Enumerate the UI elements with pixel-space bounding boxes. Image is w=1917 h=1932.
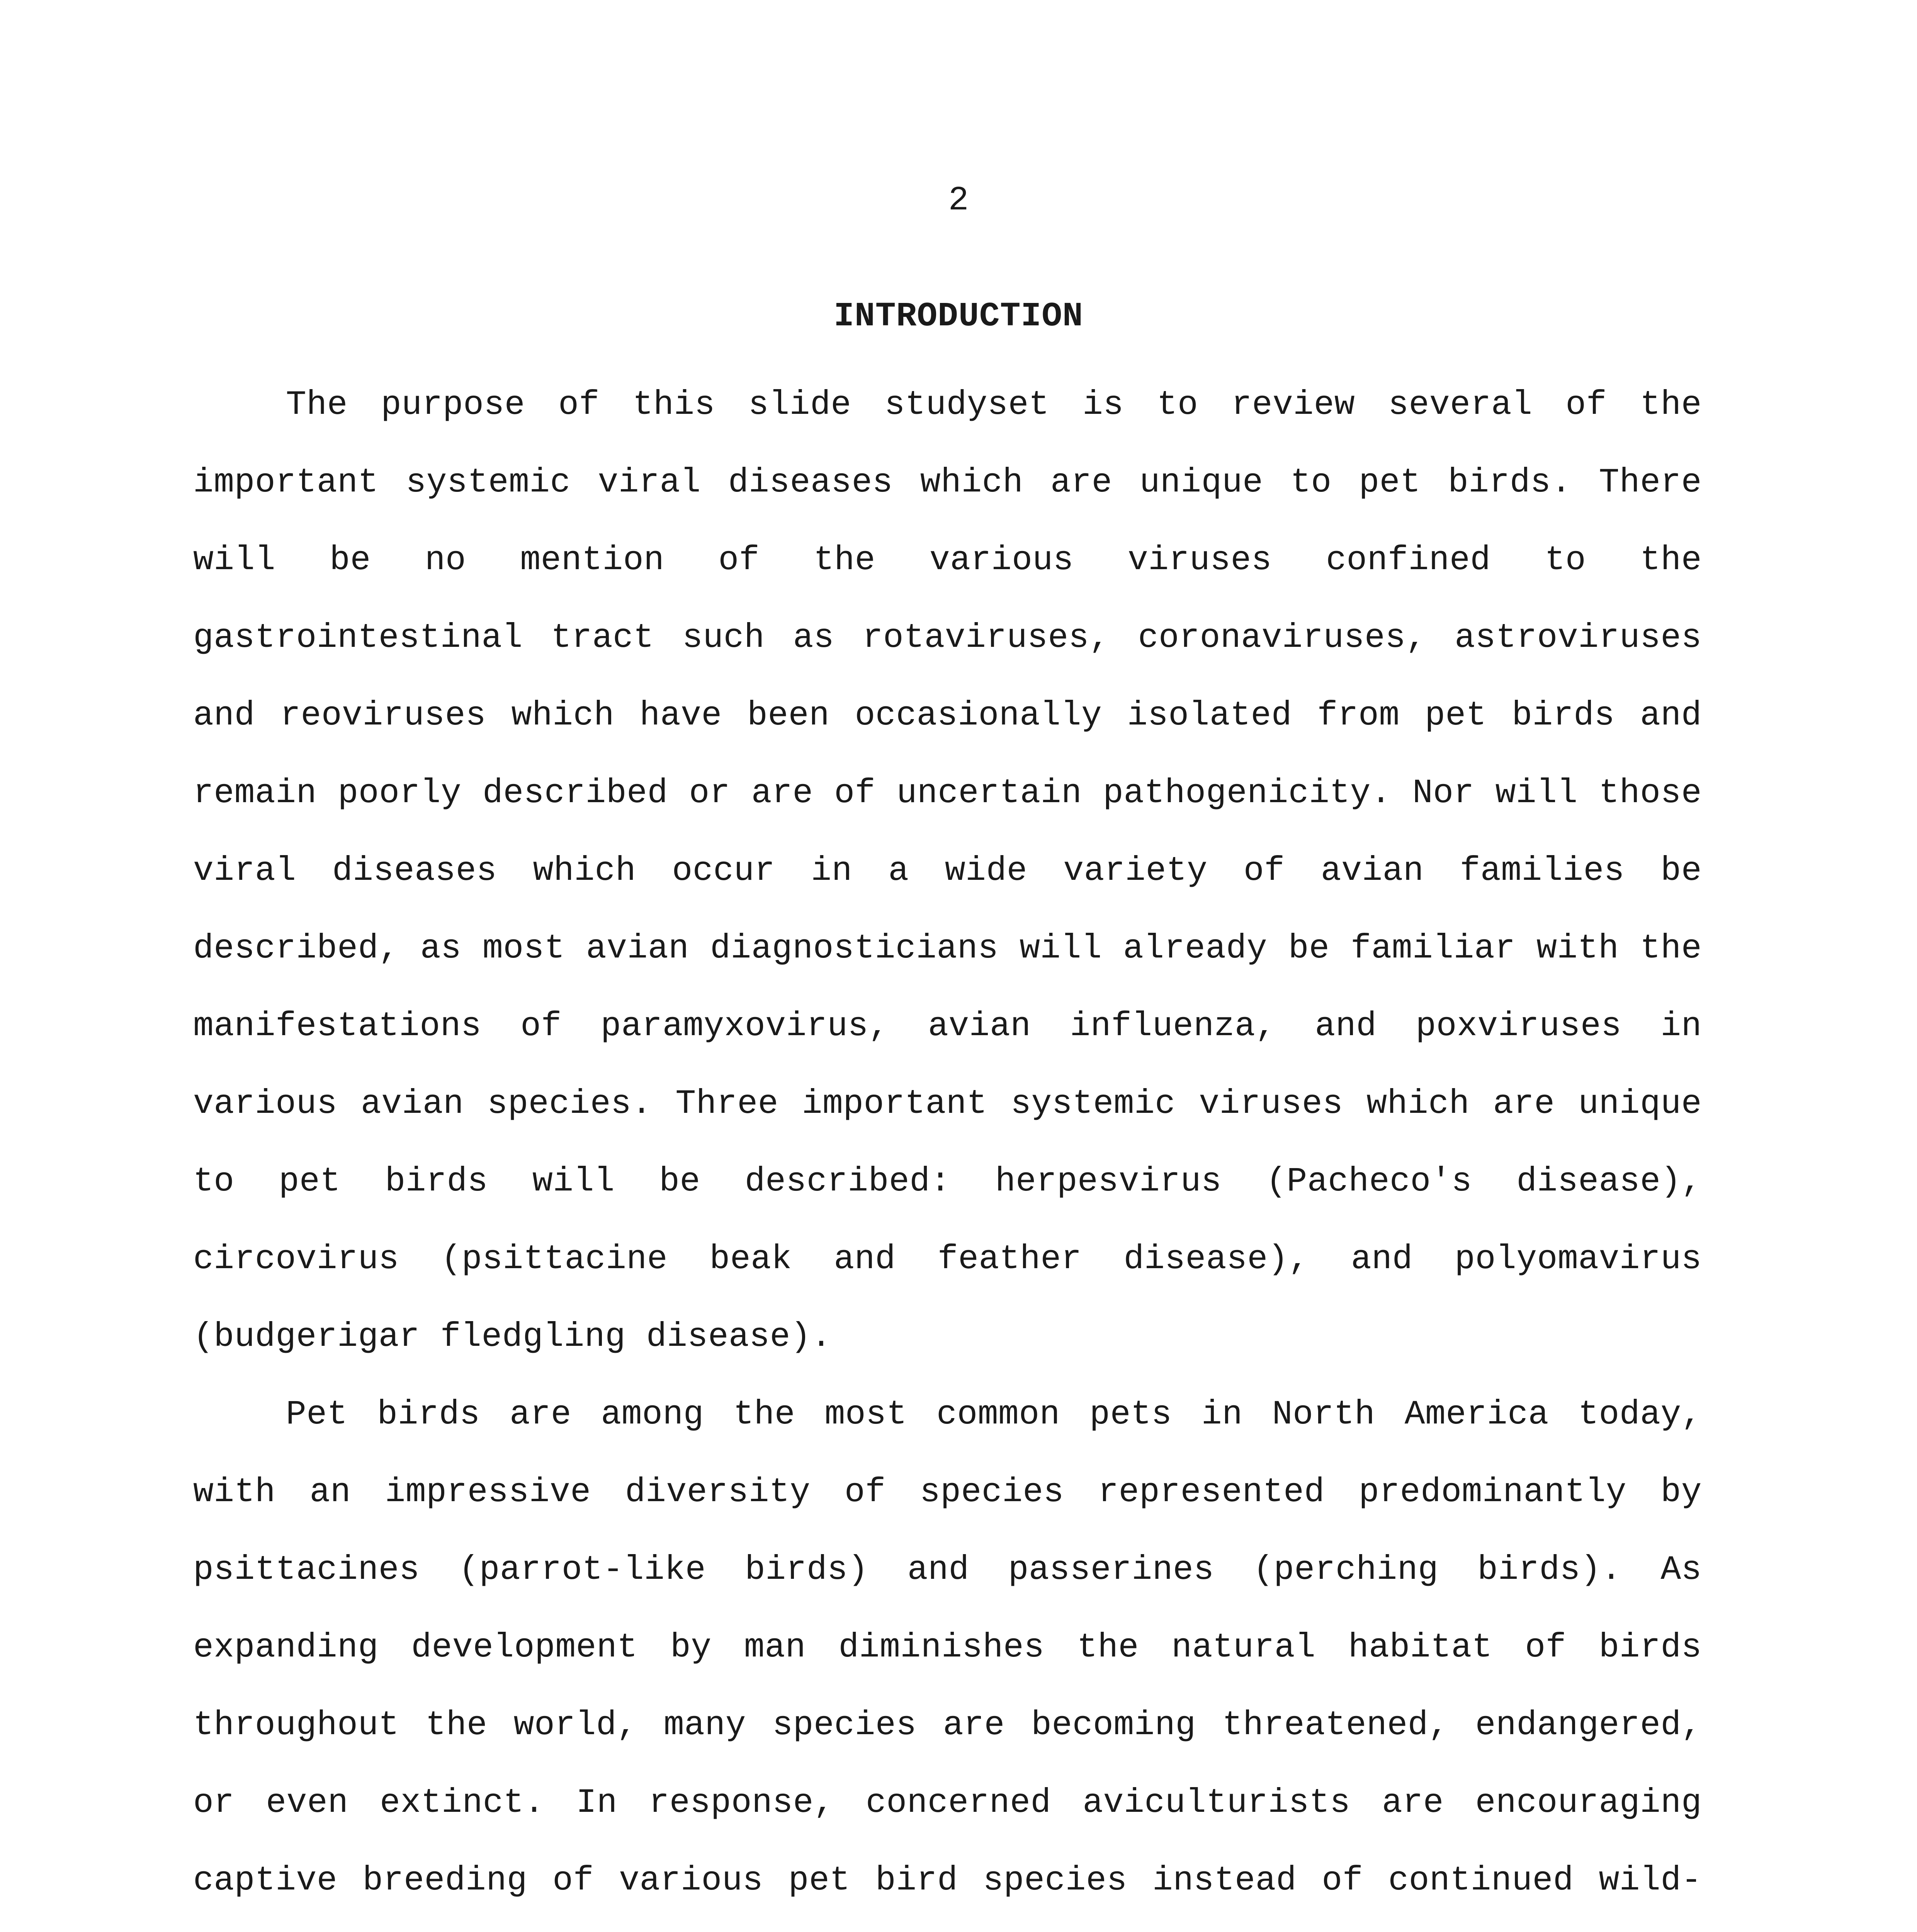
section-heading: INTRODUCTION <box>834 298 1083 336</box>
paragraph-2: Pet birds are among the most common pets in North America today, with an impressive diversity of species represented predominantly by psittacines (parrot-like birds) and passerines (perching birds). As expanding development by man diminishes the natural habitat of birds throughout the world, many species are becoming threatened, endangered, or even extinct. In response, concerned aviculturists are encouraging captive breeding of various pet bird species instead of continued wild- <box>193 1396 1702 1900</box>
paragraph-1: The purpose of this slide studyset is to review several of the important systemic viral diseases which are unique to pet birds. There will be no mention of the various viruses confined to the gastrointestinal tract such as rotaviruses, coronaviruses, astroviruses and reoviruses which have been occasionally isolated from pet birds and remain poorly described or are of uncertain pathogenicity. Nor will those viral diseases which occur in a wide variety of avian families be described, as most avian diagnosticians will already be familiar with the manifestations of paramyxovirus, avian influenza, and poxviruses in various avian species. Three important systemic viruses which are unique to pet birds will be described: herpesvirus (Pacheco's disease), circovirus (psittacine beak and feather disease), and polyomavirus (budgerigar fledgling disease). <box>193 386 1702 1356</box>
page-number: 2 <box>948 182 969 220</box>
body-text <box>193 366 1702 1932</box>
